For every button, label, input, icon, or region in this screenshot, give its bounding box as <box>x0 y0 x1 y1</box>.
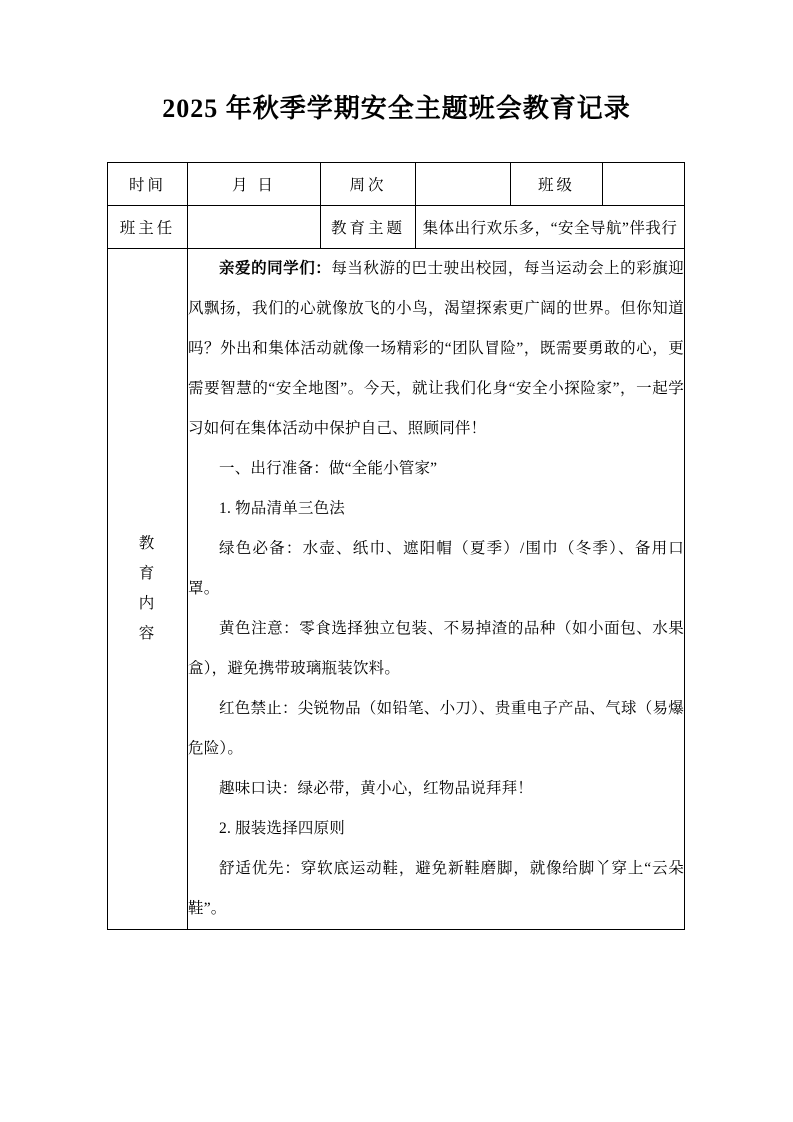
education-content-paragraphs <box>188 249 684 929</box>
record-table <box>107 162 685 930</box>
cell-label-topic: 教育主题 <box>321 206 416 249</box>
table-row-time <box>108 163 685 206</box>
vlabel-char-1: 教 <box>138 535 157 552</box>
cell-label-teacher: 班主任 <box>108 206 188 249</box>
content-paragraph: 1. 物品清单三色法 <box>219 500 346 517</box>
content-paragraph: 2. 服装选择四原则 <box>219 820 346 837</box>
vlabel-char-2: 育 <box>138 565 157 582</box>
cell-label-time: 时间 <box>108 163 188 206</box>
content-paragraph: 舒适优先：穿软底运动鞋，避免新鞋磨脚，就像给脚丫穿上“云朵鞋”。 <box>188 860 684 917</box>
cell-education-content-body[interactable] <box>188 249 685 930</box>
cell-label-week: 周次 <box>321 163 416 206</box>
vlabel-char-3: 内 <box>138 595 157 612</box>
cell-value-class[interactable] <box>603 163 685 206</box>
content-paragraph: 亲爱的同学们：每当秋游的巴士驶出校园，每当运动会上的彩旗迎风飘扬，我们的心就像放飞的小鸟，渴望探索更广阔的世界。但你知道吗？外出和集体活动就像一场精彩的“团队冒险”，既需要勇敢的心，更需要智慧的“安全地图”。今天，就让我们化身“安全小探险家”，一起学习如何在集体活动中保护自己、照顾同伴！ <box>188 260 684 437</box>
content-paragraph: 一、出行准备：做“全能小管家” <box>219 460 438 477</box>
paragraph-lead: 亲爱的同学们： <box>219 260 332 277</box>
cell-label-education-content <box>108 249 188 930</box>
content-paragraph: 绿色必备：水壶、纸巾、遮阳帽（夏季）/围巾（冬季）、备用口罩。 <box>188 540 684 597</box>
content-paragraph: 红色禁止：尖锐物品（如铅笔、小刀）、贵重电子产品、气球（易爆危险）。 <box>188 700 684 757</box>
cell-value-topic[interactable]: 集体出行欢乐多，“安全导航”伴我行 <box>416 206 685 249</box>
cell-value-week[interactable] <box>416 163 511 206</box>
content-paragraph: 趣味口诀：绿必带，黄小心，红物品说拜拜！ <box>219 780 534 797</box>
page-title: 2025 年秋季学期安全主题班会教育记录 <box>162 94 631 123</box>
table-row-teacher <box>108 206 685 249</box>
vlabel-char-4: 容 <box>138 625 157 642</box>
cell-value-teacher[interactable] <box>188 206 321 249</box>
content-paragraph: 黄色注意：零食选择独立包装、不易掉渣的品种（如小面包、水果盒），避免携带玻璃瓶装饮料。 <box>188 620 684 677</box>
table-row-content <box>108 249 685 930</box>
cell-label-class: 班级 <box>511 163 603 206</box>
cell-value-time[interactable]: 月 日 <box>188 163 321 206</box>
